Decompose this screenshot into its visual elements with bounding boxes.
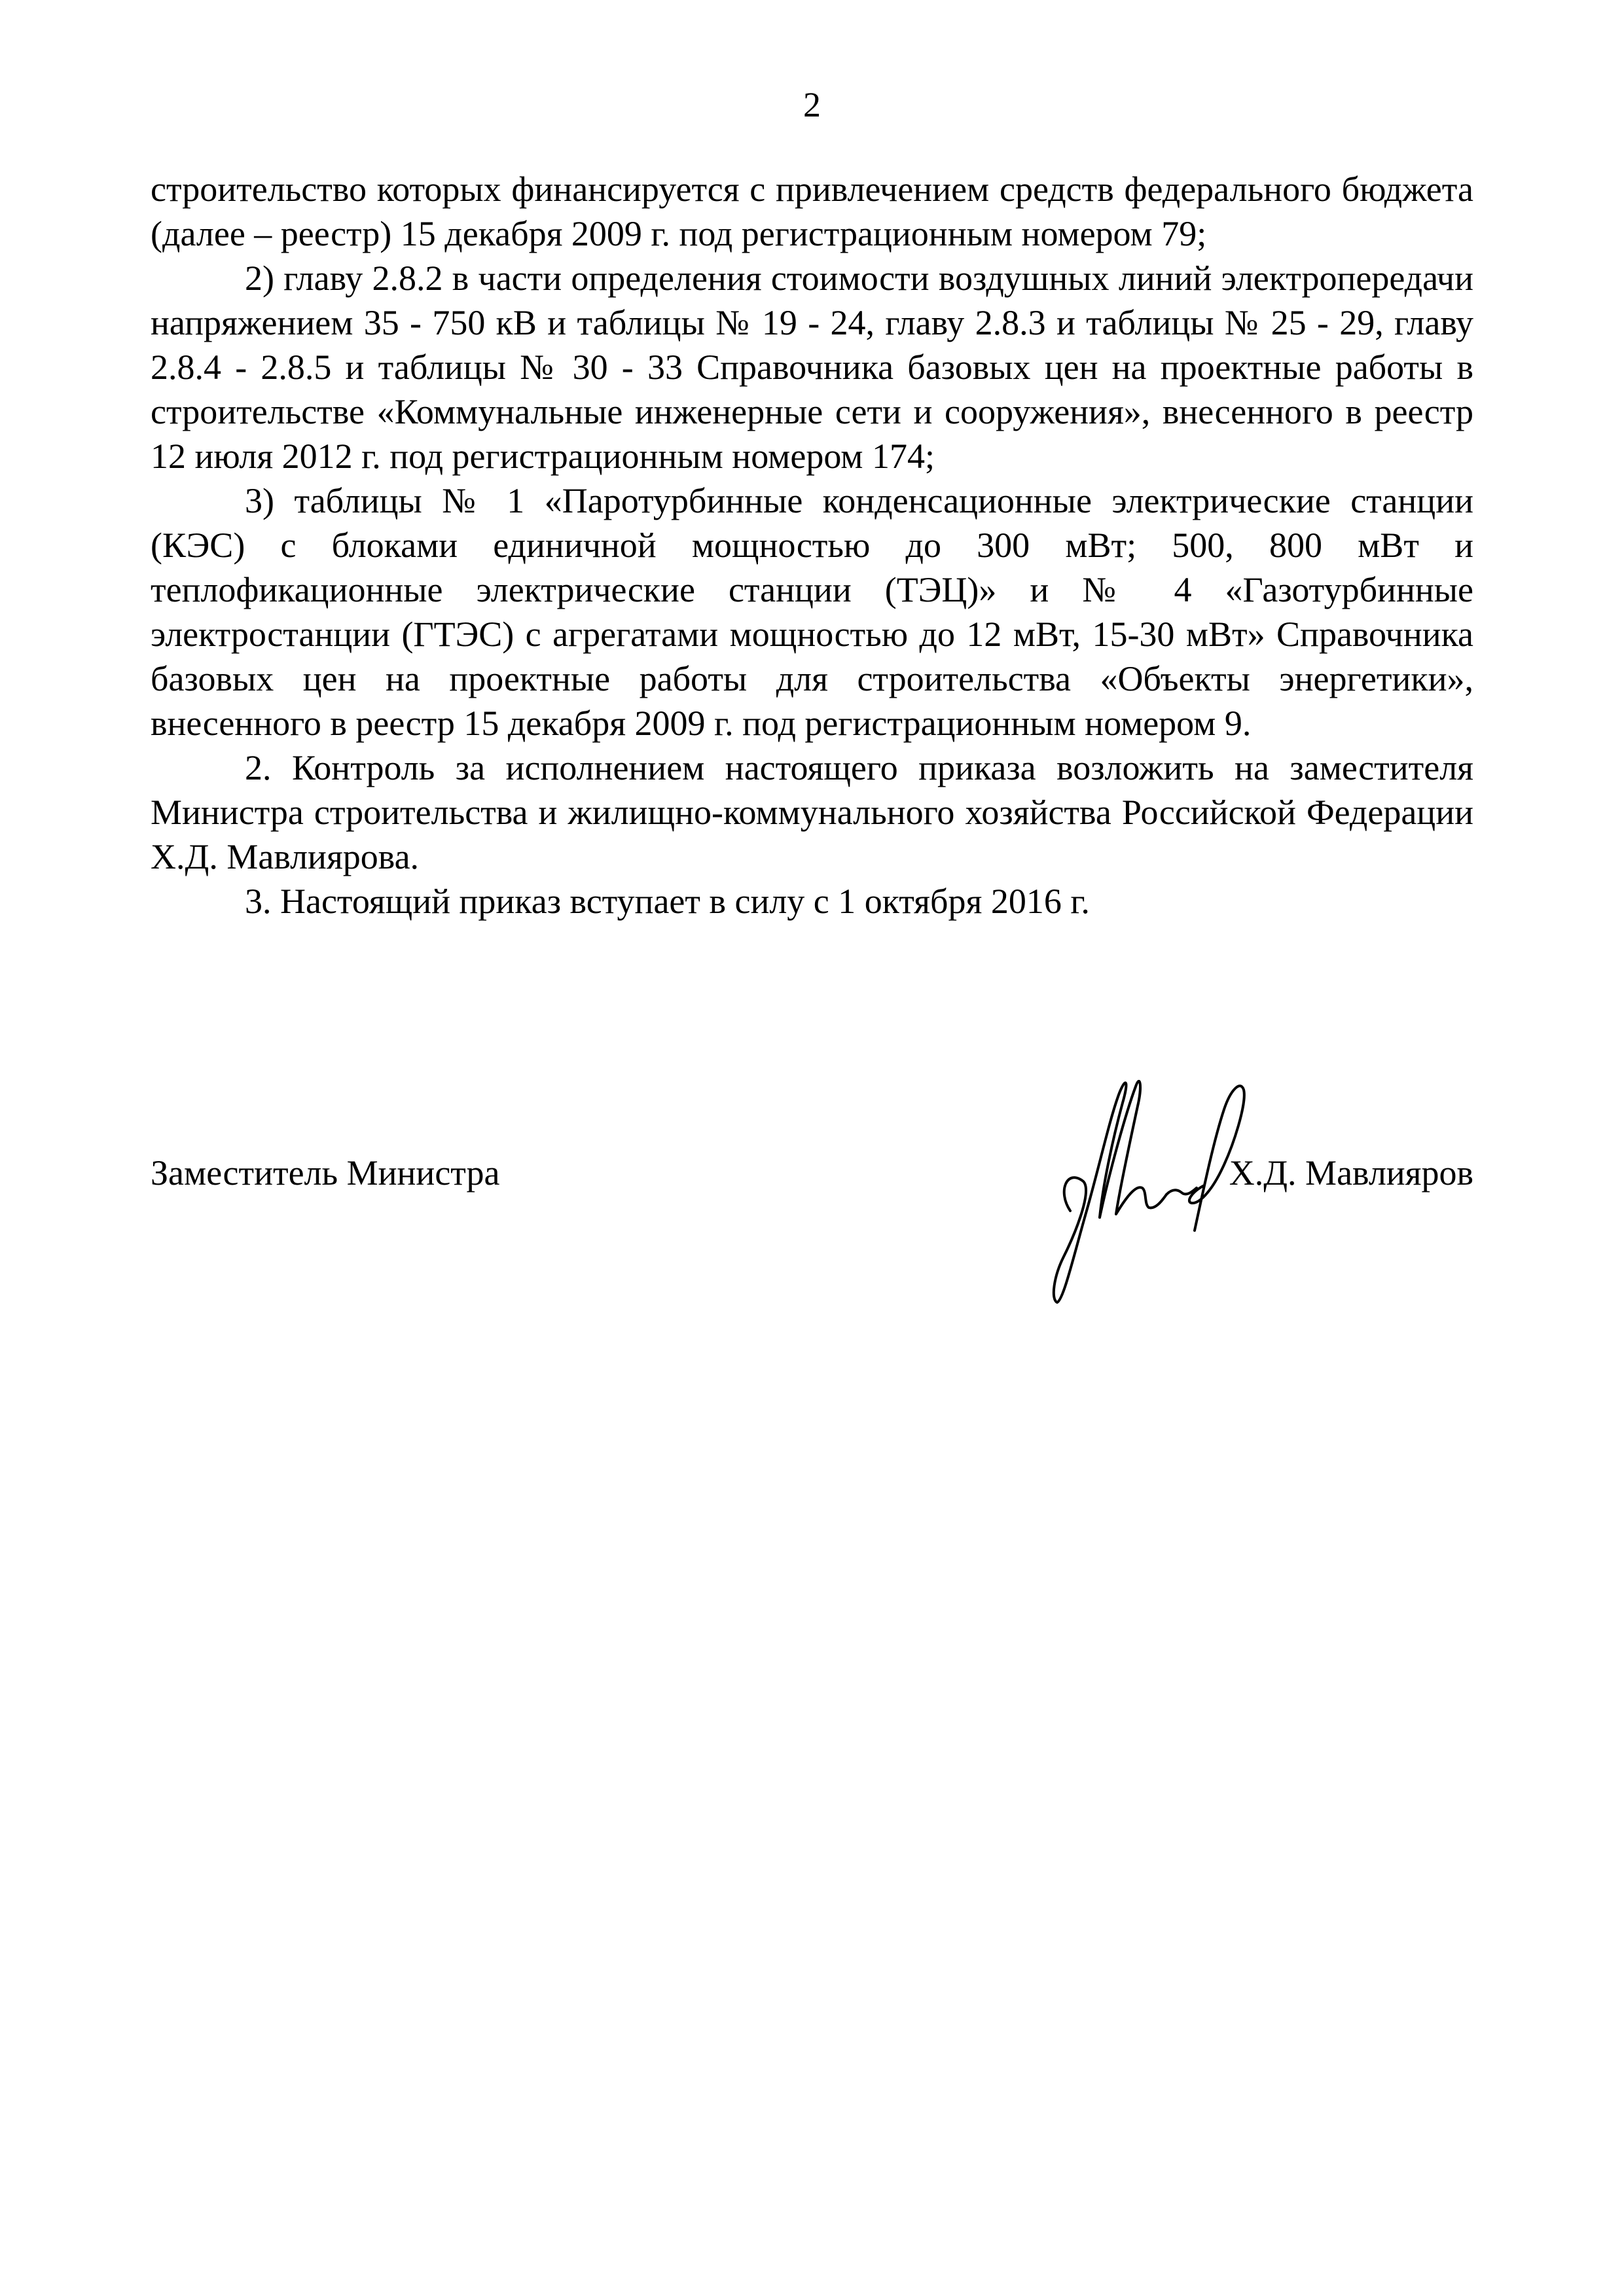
signatory-title: Заместитель Министра bbox=[151, 1153, 500, 1193]
page-number: 2 bbox=[803, 85, 821, 124]
paragraph: 3) таблицы № 1 «Паротурбинные конденсационные электрические станции (КЭС) с блоками единичной мощностью до 300 мВт; 500, 800 мВт и теплофикационные электрические станции (ТЭЦ)» и № 4 «Газотурбинные электростанции (ГТЭС) с агрегатами мощностью до 12 мВт, 15-30 мВт» Справочника базовых цен на проектные работы для строительства «Объекты энергетики», внесенного в реестр 15 декабря 2009 г. под регистрационным номером 9. bbox=[151, 481, 1473, 743]
paragraph: 2) главу 2.8.2 в части определения стоимости воздушных линий электропередачи напряжением 35 - 750 кВ и таблицы № 19 - 24, главу 2.8.3 и таблицы № 25 - 29, главу 2.8.4 - 2.8.5 и таблицы № 30 - 33 Справочника базовых цен на проектные работы в строительстве «Коммунальные инженерные сети и сооружения», внесенного в реестр 12 июля 2012 г. под регистрационным номером 174; bbox=[151, 259, 1473, 476]
paragraph: 2. Контроль за исполнением настоящего приказа возложить на заместителя Министра строительства и жилищно-коммунального хозяйства Российской Федерации Х.Д. Мавлиярова. bbox=[151, 748, 1473, 876]
paragraph: строительство которых финансируется с привлечением средств федерального бюджета (далее – реестр) 15 декабря 2009 г. под регистрационным номером 79; bbox=[151, 170, 1473, 253]
signature-block bbox=[151, 1151, 1473, 1196]
signatory-name: Х.Д. Мавлияров bbox=[1229, 1153, 1473, 1193]
document-body bbox=[151, 167, 1473, 924]
paragraph: 3. Настоящий приказ вступает в силу с 1 октября 2016 г. bbox=[245, 882, 1090, 921]
